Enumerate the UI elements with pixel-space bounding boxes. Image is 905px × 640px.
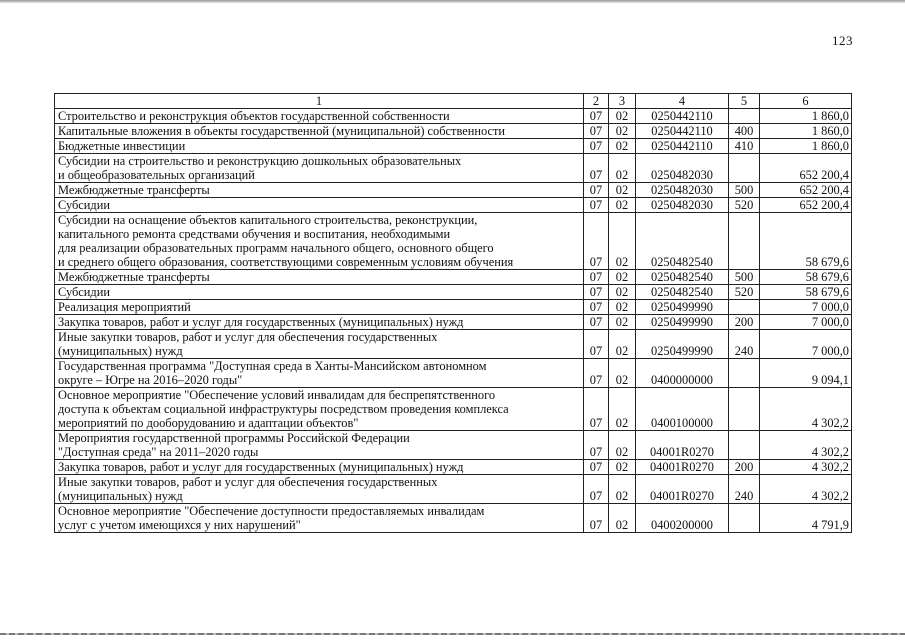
amount: 4 302,2: [760, 475, 852, 504]
table-row: [55, 109, 852, 124]
section-code: 07: [584, 139, 609, 154]
amount: 652 200,4: [760, 183, 852, 198]
table-row: [55, 124, 852, 139]
column-header: 4: [636, 94, 729, 109]
section-code: 07: [584, 124, 609, 139]
subsection-code: 02: [609, 504, 636, 533]
expense-type-code: 520: [729, 198, 760, 213]
table-row: [55, 315, 852, 330]
row-name: Бюджетные инвестиции: [55, 139, 584, 154]
expense-type-code: [729, 154, 760, 183]
expense-type-code: [729, 109, 760, 124]
section-code: 07: [584, 198, 609, 213]
expense-type-code: [729, 300, 760, 315]
subsection-code: 02: [609, 183, 636, 198]
subsection-code: 02: [609, 300, 636, 315]
target-article-code: 0250442110: [636, 109, 729, 124]
row-name: Иные закупки товаров, работ и услуг для обеспечения государственных (муниципальных) нужд: [55, 330, 584, 359]
subsection-code: 02: [609, 139, 636, 154]
row-name: Субсидии на оснащение объектов капитального строительства, реконструкции, капитального ремонта средствами обучения и воспитания, необходимыми для реализации образовательных программ начального общего, основного общего и среднего общего образования, соответствующими современным условиям обучения: [55, 213, 584, 270]
subsection-code: 02: [609, 270, 636, 285]
row-name: Закупка товаров, работ и услуг для государственных (муниципальных) нужд: [55, 315, 584, 330]
subsection-code: 02: [609, 359, 636, 388]
amount: 1 860,0: [760, 109, 852, 124]
expense-type-code: 240: [729, 475, 760, 504]
section-code: 07: [584, 300, 609, 315]
table-row: [55, 330, 852, 359]
row-name: Иные закупки товаров, работ и услуг для обеспечения государственных (муниципальных) нужд: [55, 475, 584, 504]
target-article-code: 04001R0270: [636, 475, 729, 504]
row-name: Капитальные вложения в объекты государственной (муниципальной) собственности: [55, 124, 584, 139]
section-code: 07: [584, 460, 609, 475]
section-code: 07: [584, 475, 609, 504]
target-article-code: 0250482030: [636, 183, 729, 198]
expense-type-code: 500: [729, 183, 760, 198]
section-code: 07: [584, 183, 609, 198]
section-code: 07: [584, 504, 609, 533]
target-article-code: 04001R0270: [636, 431, 729, 460]
section-code: 07: [584, 315, 609, 330]
target-article-code: 0250499990: [636, 330, 729, 359]
section-code: 07: [584, 213, 609, 270]
table-row: [55, 431, 852, 460]
subsection-code: 02: [609, 330, 636, 359]
table-row: [55, 388, 852, 431]
amount: 7 000,0: [760, 300, 852, 315]
amount: 7 000,0: [760, 315, 852, 330]
subsection-code: 02: [609, 388, 636, 431]
table-row: [55, 198, 852, 213]
row-name: Мероприятия государственной программы Российской Федерации "Доступная среда" на 2011–2020 годы: [55, 431, 584, 460]
expense-type-code: 200: [729, 315, 760, 330]
amount: 1 860,0: [760, 139, 852, 154]
subsection-code: 02: [609, 460, 636, 475]
target-article-code: 04001R0270: [636, 460, 729, 475]
expense-type-code: 400: [729, 124, 760, 139]
subsection-code: 02: [609, 213, 636, 270]
target-article-code: 0250482540: [636, 213, 729, 270]
target-article-code: 0250482030: [636, 154, 729, 183]
target-article-code: 0250482030: [636, 198, 729, 213]
subsection-code: 02: [609, 124, 636, 139]
subsection-code: 02: [609, 154, 636, 183]
amount: 1 860,0: [760, 124, 852, 139]
table-row: [55, 213, 852, 270]
table-row: [55, 359, 852, 388]
expense-type-code: 520: [729, 285, 760, 300]
target-article-code: 0250442110: [636, 139, 729, 154]
row-name: Субсидии на строительство и реконструкцию дошкольных образовательных и общеобразовательных организаций: [55, 154, 584, 183]
column-header: 5: [729, 94, 760, 109]
header-row: [55, 94, 852, 109]
column-header: 2: [584, 94, 609, 109]
scan-edge-top: [0, 0, 905, 3]
target-article-code: 0250482540: [636, 285, 729, 300]
amount: 4 302,2: [760, 388, 852, 431]
column-header: 3: [609, 94, 636, 109]
target-article-code: 0250499990: [636, 315, 729, 330]
row-name: Межбюджетные трансферты: [55, 270, 584, 285]
table-row: [55, 183, 852, 198]
section-code: 07: [584, 431, 609, 460]
subsection-code: 02: [609, 475, 636, 504]
amount: 58 679,6: [760, 270, 852, 285]
row-name: Основное мероприятие "Обеспечение условий инвалидам для беспрепятственного доступа к объектам социальной инфраструктуры посредством проведения комплекса мероприятий по дооборудованию и адаптации объектов": [55, 388, 584, 431]
target-article-code: 0400200000: [636, 504, 729, 533]
subsection-code: 02: [609, 315, 636, 330]
table-row: [55, 504, 852, 533]
amount: 4 302,2: [760, 460, 852, 475]
expense-type-code: [729, 359, 760, 388]
table-row: [55, 139, 852, 154]
amount: 58 679,6: [760, 285, 852, 300]
section-code: 07: [584, 285, 609, 300]
target-article-code: 0250442110: [636, 124, 729, 139]
section-code: 07: [584, 359, 609, 388]
row-name: Строительство и реконструкция объектов государственной собственности: [55, 109, 584, 124]
expense-type-code: 410: [729, 139, 760, 154]
amount: 652 200,4: [760, 198, 852, 213]
row-name: Реализация мероприятий: [55, 300, 584, 315]
section-code: 07: [584, 109, 609, 124]
column-header: 1: [55, 94, 584, 109]
amount: 9 094,1: [760, 359, 852, 388]
page-number: 123: [832, 33, 853, 48]
subsection-code: 02: [609, 198, 636, 213]
target-article-code: 0250499990: [636, 300, 729, 315]
amount: 4 791,9: [760, 504, 852, 533]
row-name: Субсидии: [55, 285, 584, 300]
section-code: 07: [584, 388, 609, 431]
table-row: [55, 300, 852, 315]
target-article-code: 0400100000: [636, 388, 729, 431]
subsection-code: 02: [609, 109, 636, 124]
section-code: 07: [584, 154, 609, 183]
expense-type-code: 500: [729, 270, 760, 285]
table-row: [55, 270, 852, 285]
column-header: 6: [760, 94, 852, 109]
row-name: Закупка товаров, работ и услуг для государственных (муниципальных) нужд: [55, 460, 584, 475]
expense-type-code: [729, 213, 760, 270]
expense-type-code: 200: [729, 460, 760, 475]
table-row: [55, 154, 852, 183]
scan-edge-bottom: [0, 633, 905, 635]
table-row: [55, 285, 852, 300]
expense-type-code: [729, 431, 760, 460]
expense-type-code: [729, 504, 760, 533]
amount: 58 679,6: [760, 213, 852, 270]
subsection-code: 02: [609, 431, 636, 460]
row-name: Государственная программа "Доступная среда в Ханты-Мансийском автономном округе – Югре на 2016–2020 годы": [55, 359, 584, 388]
amount: 652 200,4: [760, 154, 852, 183]
table-row: [55, 475, 852, 504]
section-code: 07: [584, 270, 609, 285]
row-name: Субсидии: [55, 198, 584, 213]
expense-type-code: [729, 388, 760, 431]
row-name: Межбюджетные трансферты: [55, 183, 584, 198]
budget-table: [54, 93, 852, 533]
section-code: 07: [584, 330, 609, 359]
subsection-code: 02: [609, 285, 636, 300]
table-row: [55, 460, 852, 475]
amount: 4 302,2: [760, 431, 852, 460]
row-name: Основное мероприятие "Обеспечение доступности предоставляемых инвалидам услуг с учетом имеющихся у них нарушений": [55, 504, 584, 533]
amount: 7 000,0: [760, 330, 852, 359]
target-article-code: 0400000000: [636, 359, 729, 388]
target-article-code: 0250482540: [636, 270, 729, 285]
expense-type-code: 240: [729, 330, 760, 359]
